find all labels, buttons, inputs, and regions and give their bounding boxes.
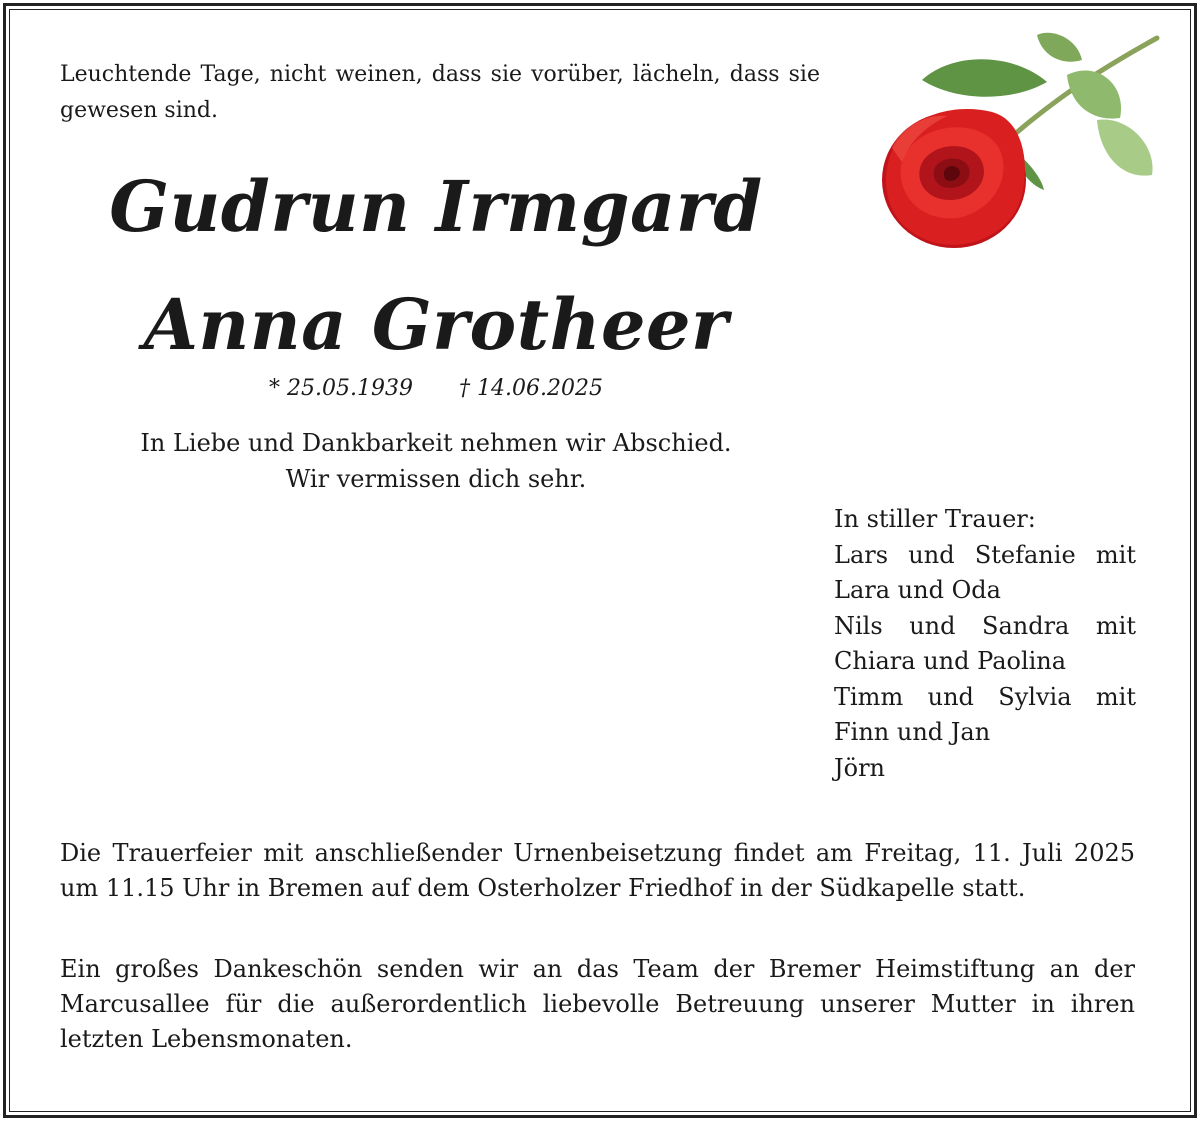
mourners-heading: In stiller Trauer: — [834, 505, 1036, 533]
mourner-line: Jörn — [834, 753, 885, 782]
mourner-line: Chiara und Paolina — [834, 647, 1067, 675]
funeral-details: Die Trauerfeier mit anschließender Urnenbeisetzung findet am Freitag, 11. Juli 2025 um 11.15 Uhr in Bremen auf dem Osterholzer Friedhof in der Südkapelle statt. — [60, 839, 1135, 902]
rose-leaf — [1037, 33, 1082, 62]
mourner-line: Lars und Stefanie mit — [834, 540, 1136, 569]
mourner-line: Finn und Jan — [834, 718, 991, 746]
rose-leaf — [1067, 71, 1121, 119]
farewell-line-1: In Liebe und Dankbarkeit nehmen wir Abschied. — [140, 429, 732, 457]
death-date: † 14.06.2025 — [459, 376, 603, 401]
rose-image — [872, 30, 1162, 255]
rose-bloom — [882, 109, 1026, 248]
life-dates — [60, 372, 812, 406]
motto-text: Leuchtende Tage, nicht weinen, dass sie vorüber, lächeln, dass sie gewesen sind. — [60, 62, 820, 123]
rose-leaf — [1097, 119, 1153, 175]
deceased-name — [60, 148, 812, 384]
farewell-text — [60, 425, 812, 497]
rose-leaf — [922, 59, 1047, 97]
birth-date: * 25.05.1939 — [269, 376, 413, 401]
name-line-2: Anna Grotheer — [143, 283, 729, 366]
farewell-line-2: Wir vermissen dich sehr. — [285, 465, 587, 493]
thanks-text: Ein großes Dankeschön senden wir an das Team der Bremer Heimstiftung an der Marcusallee für die außerordentlich liebevolle Betreuung unserer Mutter in ihren letzten Lebensmonaten. — [60, 955, 1135, 1053]
mourner-line: Nils und Sandra mit — [834, 611, 1136, 640]
mourners-list — [834, 502, 1136, 786]
mourner-line: Lara und Oda — [834, 576, 1001, 604]
name-line-1: Gudrun Irmgard — [109, 165, 763, 248]
mourner-line: Timm und Sylvia mit — [834, 682, 1136, 711]
